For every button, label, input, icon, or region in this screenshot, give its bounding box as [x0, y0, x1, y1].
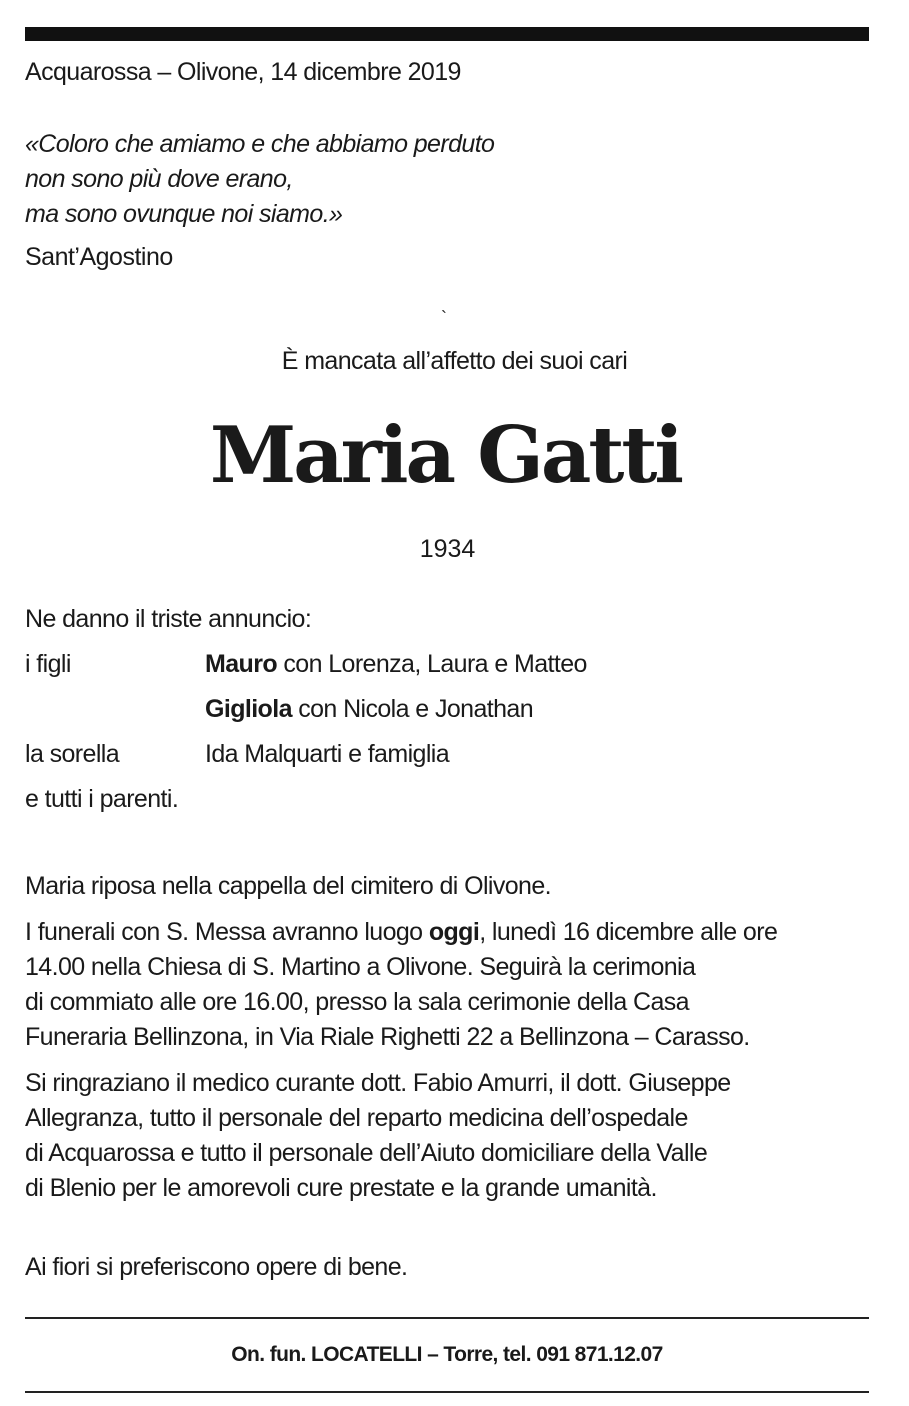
- top-rule: [25, 27, 869, 41]
- thanks-line: di Acquarossa e tutto il personale dell’Aiuto domiciliare della Valle: [25, 1139, 708, 1167]
- thanks-line: Si ringraziano il medico curante dott. Fabio Amurri, il dott. Giuseppe: [25, 1069, 731, 1097]
- quote-line: «Coloro che amiamo e che abbiamo perduto: [25, 130, 495, 158]
- funeral-paragraph: [25, 915, 777, 1055]
- child-2-name: Gigliola: [205, 695, 292, 723]
- flowers-paragraph: [25, 1250, 407, 1285]
- rest-line: Maria riposa nella cappella del cimitero di Olivone.: [25, 872, 552, 900]
- deceased-name: Maria Gatti: [209, 410, 682, 501]
- sister-label: la sorella: [25, 740, 120, 768]
- quote-line: non sono più dove erano,: [25, 165, 293, 193]
- child-1-name: Mauro: [205, 650, 278, 678]
- funeral-line-4: Funeraria Bellinzona, in Via Riale Righetti 22 a Bellinzona – Carasso.: [25, 1023, 750, 1051]
- relatives-line: e tutti i parenti.: [25, 785, 179, 813]
- footer-rule-bottom: [25, 1391, 869, 1393]
- funeral-line-1: I funerali con S. Messa avranno luogo oggi, lunedì 16 dicembre alle ore: [25, 918, 778, 946]
- children-label: i figli: [25, 650, 71, 678]
- today-emphasis: oggi: [428, 918, 480, 946]
- child-2: [205, 695, 533, 724]
- announce-heading: Ne danno il triste annuncio:: [25, 605, 312, 633]
- birth-year: 1934: [419, 535, 476, 563]
- accent-mark: `: [441, 308, 447, 328]
- funeral-line-2: 14.00 nella Chiesa di S. Martino a Olivone. Seguirà la cerimonia: [25, 953, 696, 981]
- quote-author: Sant’Agostino: [25, 243, 173, 271]
- child-1: [205, 650, 587, 679]
- flowers-line: Ai fiori si preferiscono opere di bene.: [25, 1253, 408, 1281]
- thanks-paragraph: [25, 1066, 731, 1206]
- notice-intro: È mancata all’affetto dei suoi cari: [281, 347, 628, 375]
- thanks-line: di Blenio per le amorevoli cure prestate e la grande umanità.: [25, 1174, 657, 1202]
- funeral-line-3: di commiato alle ore 16.00, presso la sala cerimonie della Casa: [25, 988, 689, 1016]
- dateline: Acquarossa – Olivone, 14 dicembre 2019: [25, 58, 461, 86]
- child-2-family: con Nicola e Jonathan: [291, 695, 534, 723]
- child-1-family: con Lorenza, Laura e Matteo: [277, 650, 587, 678]
- quote: [25, 127, 494, 232]
- quote-line: ma sono ovunque noi siamo.»: [25, 200, 343, 228]
- sister-value: Ida Malquarti e famiglia: [205, 740, 450, 768]
- rest-paragraph: [25, 869, 551, 904]
- footer-rule-top: [25, 1317, 869, 1319]
- funeral-home-footer: On. fun. LOCATELLI – Torre, tel. 091 871.12.07: [231, 1343, 663, 1366]
- thanks-line: Allegranza, tutto il personale del reparto medicina dell’ospedale: [25, 1104, 688, 1132]
